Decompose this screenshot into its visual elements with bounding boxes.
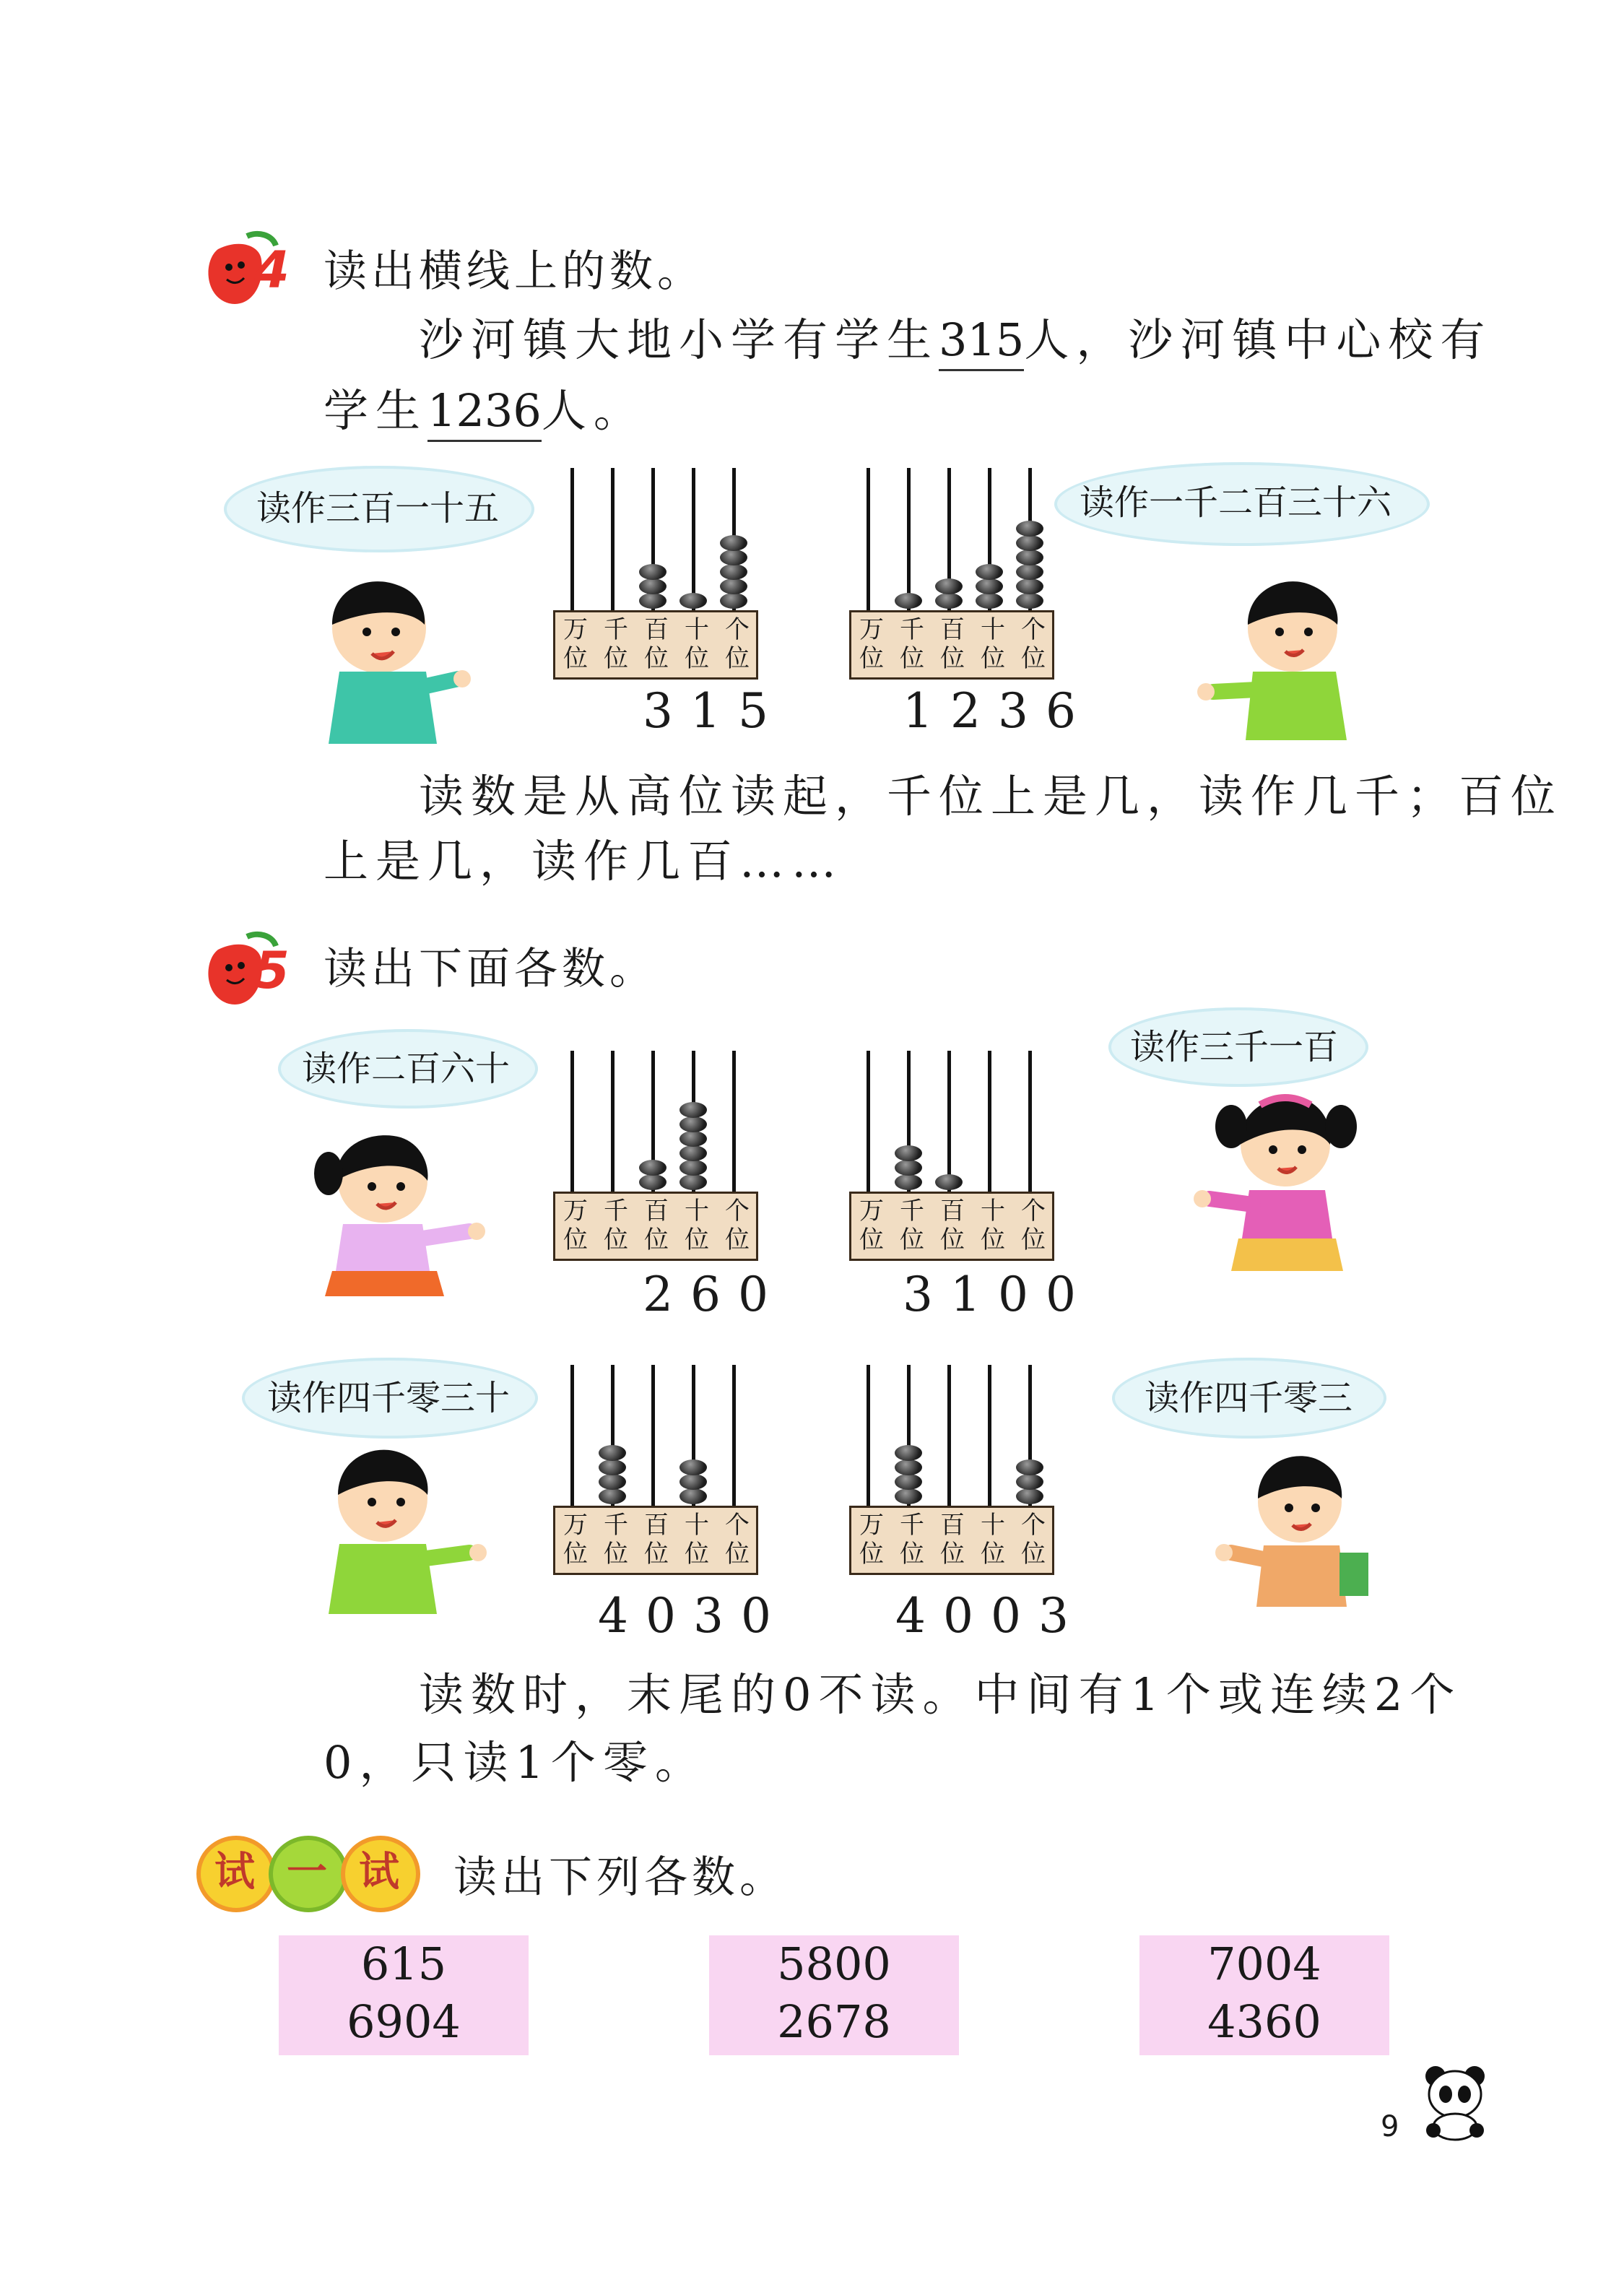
number-text: 7004 [1207, 1938, 1321, 1990]
try-badge-char: 试 [214, 1848, 255, 1896]
abacus-bead [895, 593, 922, 609]
number-box [1139, 1935, 1389, 2055]
try-title: 读出下列各数。 [453, 1852, 787, 1903]
abacus-bead [1016, 1488, 1043, 1504]
example-number: 4 [254, 240, 290, 300]
abacus-bead [679, 1116, 707, 1132]
abacus-rod [867, 468, 870, 610]
abacus-rod [692, 468, 695, 610]
abacus-bead [679, 1145, 707, 1161]
place-label: 千 位 [604, 1197, 628, 1254]
abacus-number-label: 1236 [903, 683, 1093, 739]
abacus-bead [895, 1445, 922, 1461]
example-5-title: 读出下面各数。 [324, 944, 657, 994]
example-5-badge [196, 928, 290, 1007]
abacus-rod [947, 1051, 951, 1192]
place-label: 百 位 [940, 615, 965, 673]
abacus-rod [570, 1365, 574, 1506]
abacus-rod [988, 1365, 991, 1506]
abacus-bead [639, 578, 666, 594]
abacus-bead [935, 1174, 963, 1190]
number-text: 4360 [1207, 1995, 1321, 2048]
number-text: 2678 [777, 1995, 891, 2048]
place-label: 千 位 [900, 1197, 924, 1254]
abacus-bead [935, 578, 963, 594]
example-5-rule-line1: 读数时，末尾的0不读。中间有1个或连续2个 [419, 1668, 1462, 1721]
place-label: 个 位 [1021, 1511, 1046, 1569]
abacus-rod [611, 468, 615, 610]
abacus-place-value-base [553, 1506, 758, 1575]
place-label: 个 位 [725, 615, 750, 673]
abacus-rod [907, 468, 911, 610]
abacus-rod [988, 1051, 991, 1192]
abacus-bead [679, 593, 707, 609]
abacus-bead [639, 1160, 666, 1176]
abacus-bead [1016, 521, 1043, 537]
number-text: 5800 [777, 1938, 891, 1990]
abacus-bead [1016, 593, 1043, 609]
abacus-bead [599, 1459, 626, 1475]
abacus-number-label: 4003 [895, 1588, 1086, 1644]
abacus-bead [599, 1488, 626, 1504]
boy-illustration [296, 1437, 498, 1625]
abacus-rod [867, 1365, 870, 1506]
abacus-number-label: 260 [643, 1267, 786, 1322]
abacus-bead [1016, 1474, 1043, 1490]
place-label: 十 位 [685, 1511, 709, 1569]
place-label: 百 位 [644, 615, 669, 673]
abacus-bead [720, 535, 747, 551]
abacus-bead [895, 1474, 922, 1490]
abacus-bead [935, 593, 963, 609]
abacus-rod [732, 1365, 736, 1506]
place-label: 万 位 [859, 1511, 884, 1569]
text-segment: 人。 [541, 384, 646, 437]
place-label: 十 位 [685, 1197, 709, 1254]
abacus-bead [679, 1102, 707, 1118]
abacus-bead [639, 593, 666, 609]
abacus-bead [679, 1459, 707, 1475]
girl-illustration [1181, 1083, 1368, 1293]
bubble-text: 读作四千零三 [1145, 1378, 1353, 1418]
number-text: 6904 [347, 1995, 461, 2048]
place-label: 万 位 [563, 1197, 588, 1254]
boy-illustration [311, 570, 484, 751]
abacus-rod [570, 1051, 574, 1192]
abacus-place-value-base [553, 1192, 758, 1261]
abacus-bead [895, 1488, 922, 1504]
abacus-bead [1016, 564, 1043, 580]
abacus-bead [679, 1474, 707, 1490]
place-label: 十 位 [685, 615, 709, 673]
abacus-bead [720, 593, 747, 609]
place-label: 百 位 [644, 1197, 669, 1254]
place-label: 万 位 [563, 1511, 588, 1569]
example-4-rule-line2: 上是几，读作几百…… [324, 835, 844, 888]
place-label: 万 位 [859, 1197, 884, 1254]
abacus-rod [867, 1051, 870, 1192]
abacus-rod [570, 468, 574, 610]
abacus-bead [639, 1174, 666, 1190]
abacus-bead [639, 564, 666, 580]
example-4-text-line1 [419, 313, 1493, 366]
place-label: 万 位 [859, 615, 884, 673]
abacus-rod [611, 1051, 615, 1192]
boy-illustration [1213, 1444, 1386, 1625]
example-4-text-line2 [324, 384, 646, 437]
text-segment: 沙河镇大地小学有学生 [419, 313, 939, 366]
abacus-bead [720, 550, 747, 565]
abacus-bead [976, 593, 1003, 609]
abacus-place-value-base [553, 610, 758, 680]
bubble-text: 读作四千零三十 [267, 1378, 511, 1418]
page-number: 9 [1381, 2110, 1399, 2143]
text-segment: 人，沙河镇中心校有 [1024, 313, 1493, 366]
abacus-place-value-base [849, 1192, 1054, 1261]
abacus-rod [947, 1365, 951, 1506]
try-badge [196, 1834, 420, 1914]
place-label: 千 位 [604, 615, 628, 673]
abacus-bead [599, 1474, 626, 1490]
abacus-rod [1028, 1051, 1032, 1192]
place-label: 百 位 [644, 1511, 669, 1569]
abacus-bead [1016, 550, 1043, 565]
place-label: 个 位 [1021, 615, 1046, 673]
number-box [279, 1935, 529, 2055]
place-label: 个 位 [1021, 1197, 1046, 1254]
try-badge-char: 试 [359, 1848, 399, 1896]
place-label: 百 位 [940, 1197, 965, 1254]
abacus-number-label: 3100 [903, 1267, 1093, 1322]
abacus-bead [720, 564, 747, 580]
bubble-text: 读作二百六十 [302, 1049, 511, 1089]
abacus-number-label: 4030 [598, 1588, 789, 1644]
place-label: 千 位 [604, 1511, 628, 1569]
abacus-place-value-base [849, 1506, 1054, 1575]
abacus-bead [976, 578, 1003, 594]
abacus-bead [1016, 1459, 1043, 1475]
abacus-bead [1016, 578, 1043, 594]
text-segment: 学生 [324, 384, 428, 437]
abacus-bead [895, 1145, 922, 1161]
example-4-rule-line1: 读数是从高位读起，千位上是几，读作几千；百位 [419, 770, 1563, 823]
place-label: 千 位 [900, 615, 924, 673]
abacus-bead [679, 1160, 707, 1176]
abacus-place-value-base [849, 610, 1054, 680]
example-5-rule-line2: 0，只读1个零。 [324, 1736, 707, 1789]
bubble-text: 读作三千一百 [1130, 1027, 1339, 1067]
abacus-bead [895, 1160, 922, 1176]
abacus-bead [679, 1488, 707, 1504]
bubble-text: 读作一千二百三十六 [1080, 482, 1392, 523]
abacus-bead [599, 1445, 626, 1461]
number-box [709, 1935, 959, 2055]
abacus-rod [732, 1051, 736, 1192]
panda-icon [1415, 2062, 1495, 2141]
number-text: 615 [360, 1938, 447, 1990]
example-4-badge [196, 227, 290, 307]
abacus-bead [895, 1459, 922, 1475]
abacus-rod [651, 1365, 655, 1506]
abacus-bead [679, 1131, 707, 1147]
underlined-number: 315 [939, 313, 1024, 371]
place-label: 十 位 [981, 1197, 1005, 1254]
place-label: 万 位 [563, 615, 588, 673]
place-label: 个 位 [725, 1197, 750, 1254]
example-number: 5 [254, 941, 290, 1000]
boy-illustration [1184, 570, 1372, 751]
girl-illustration [296, 1123, 498, 1311]
underlined-number: 1236 [427, 384, 542, 442]
place-label: 千 位 [900, 1511, 924, 1569]
abacus-bead [720, 578, 747, 594]
example-4-title: 读出横线上的数。 [324, 246, 705, 297]
abacus-bead [679, 1174, 707, 1190]
bubble-text: 读作三百一十五 [256, 488, 500, 529]
abacus-bead [976, 564, 1003, 580]
abacus-number-label: 315 [643, 683, 786, 739]
place-label: 百 位 [940, 1511, 965, 1569]
abacus-bead [1016, 535, 1043, 551]
try-badge-char: 一 [287, 1848, 327, 1896]
place-label: 十 位 [981, 615, 1005, 673]
place-label: 个 位 [725, 1511, 750, 1569]
place-label: 十 位 [981, 1511, 1005, 1569]
abacus-bead [895, 1174, 922, 1190]
